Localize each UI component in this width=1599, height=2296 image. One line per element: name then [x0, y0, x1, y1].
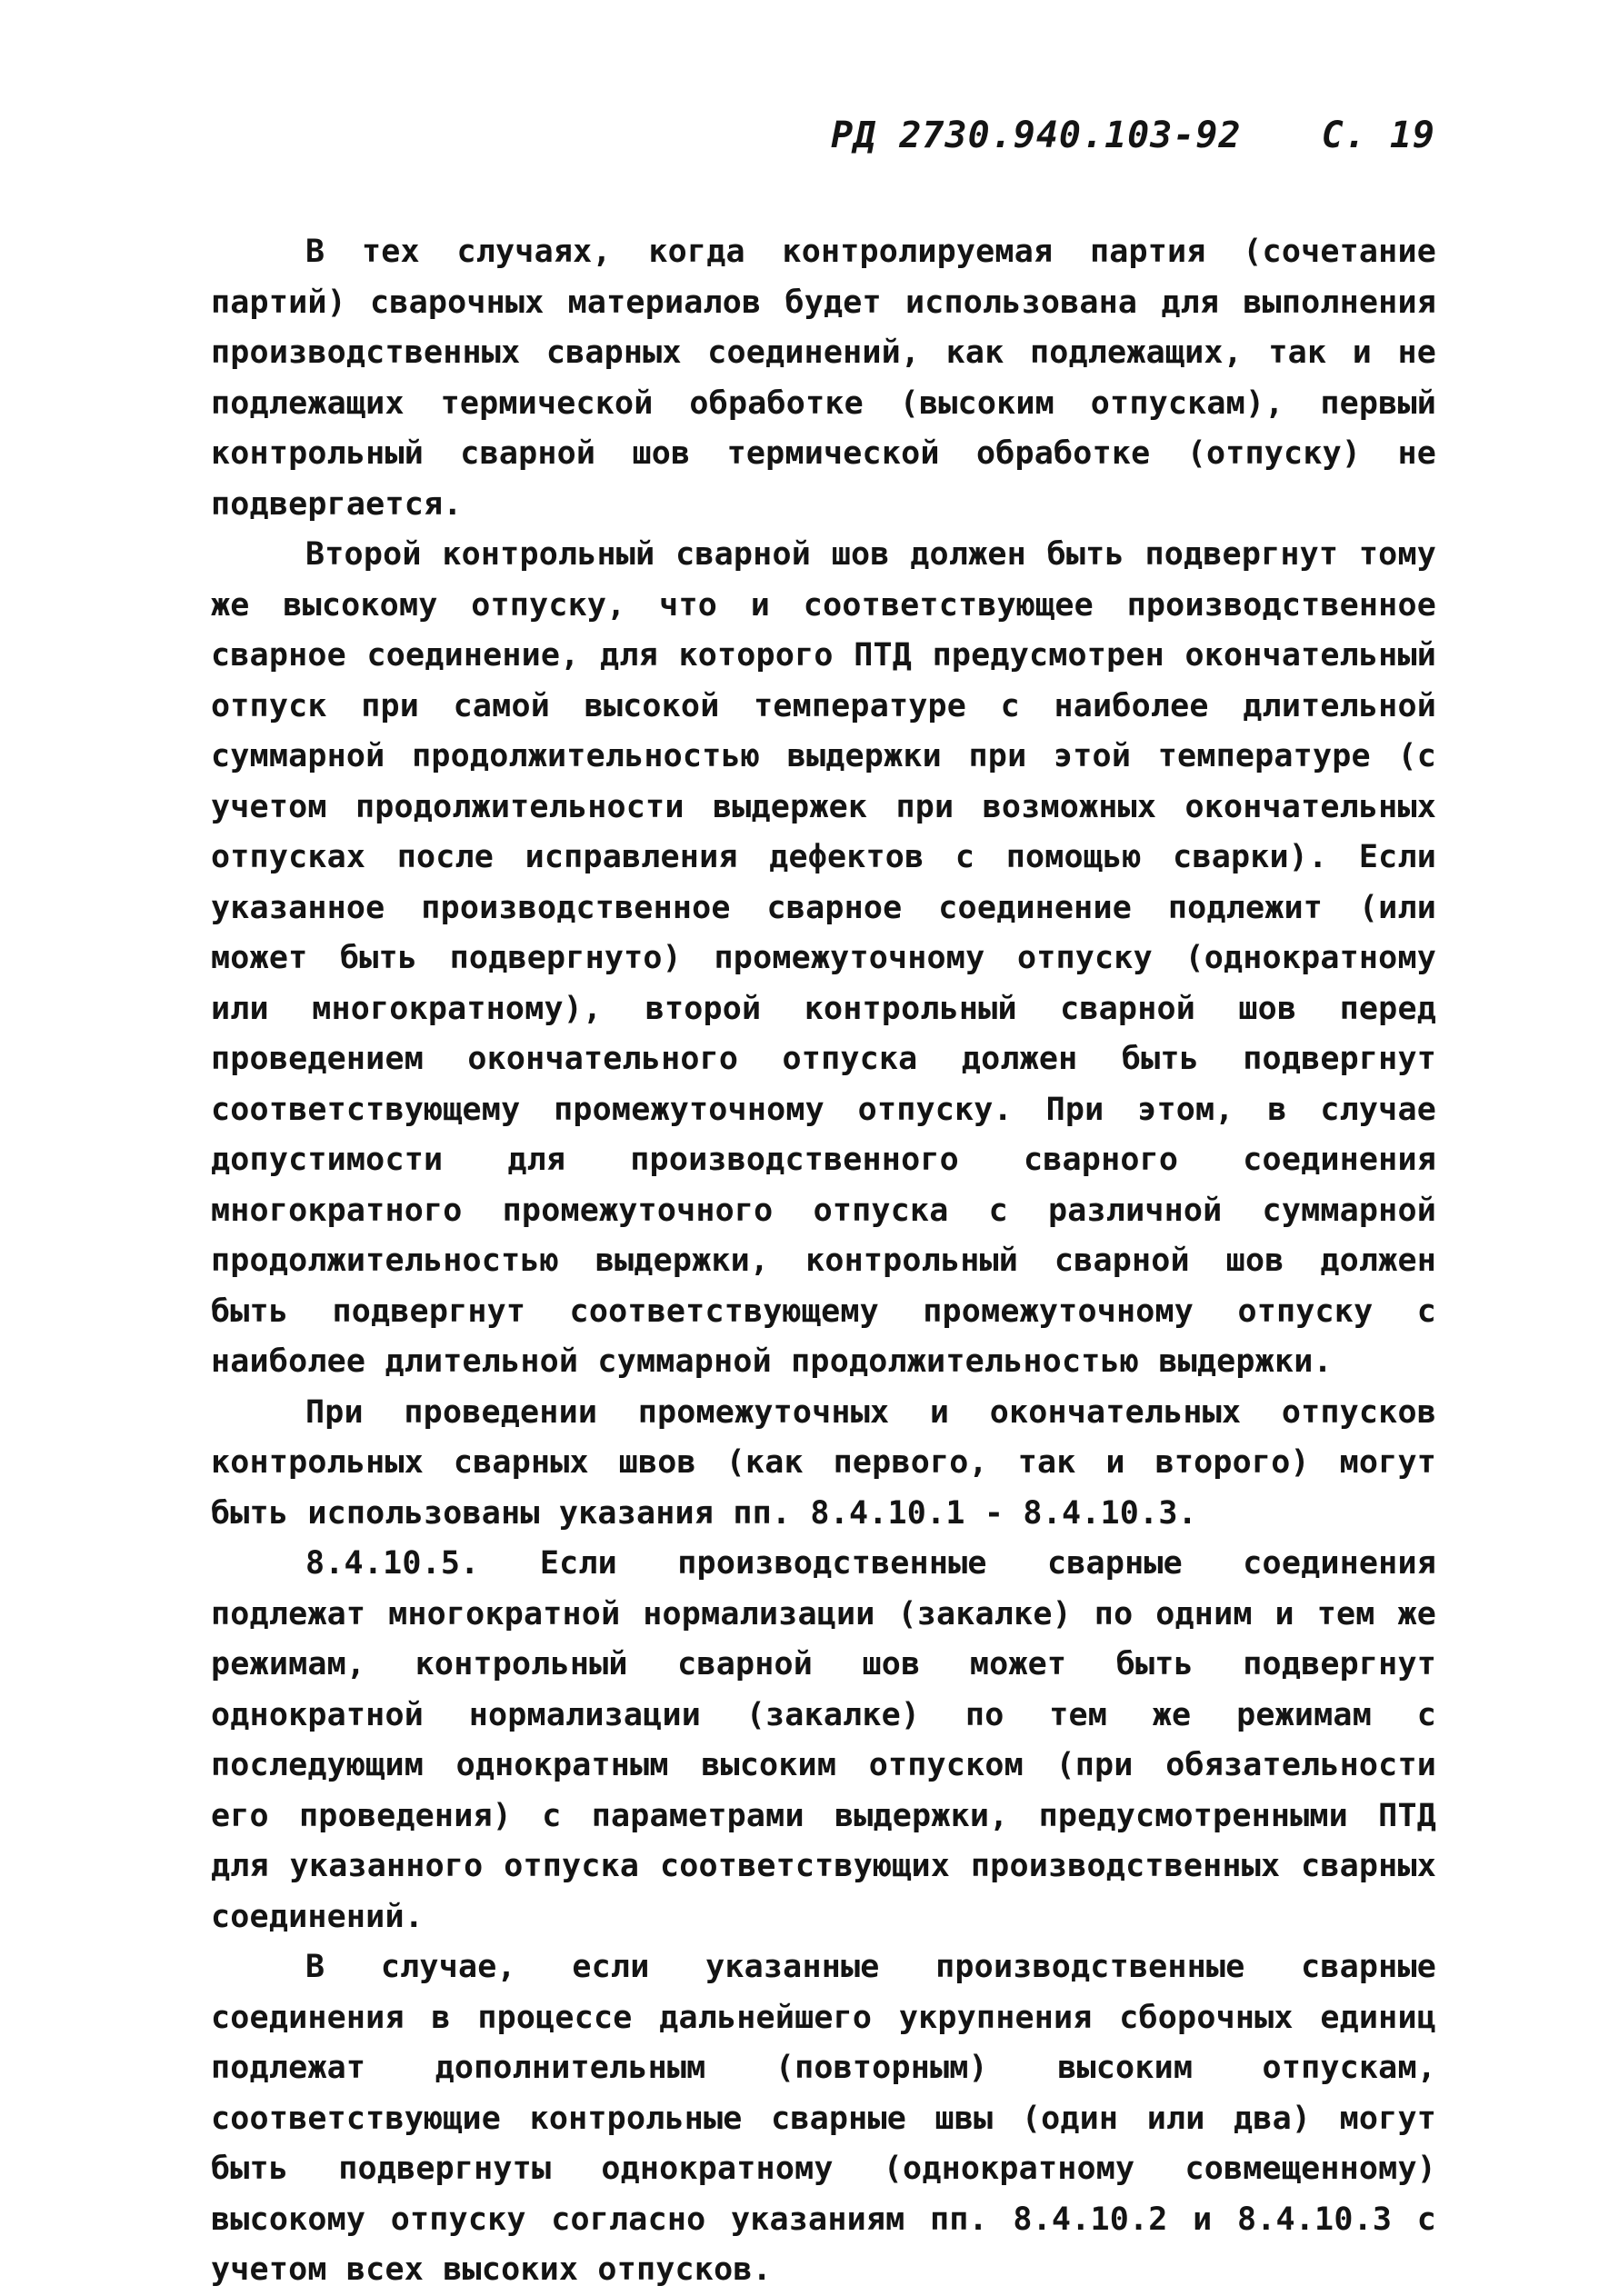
paragraph: Второй контрольный сварной шов должен быть подвергнут тому же высокому отпуску, что и соответствующее производственное сварное соединение, для которого ПТД предусмотрен окончательный отпуск при самой высокой температуре с наиболее длительной суммарной продолжительностью выдержки при этой температуре (с учетом продолжительности выдержек при возможных окончательных отпусках после исправления дефектов с помощью сварки). Если указанное производственное сварное соединение подлежит (или может быть подвергнуто) промежуточному отпуску (однократному или многократному), второй контрольный сварной шов перед проведением окончательного отпуска должен быть подвергнут соответствующему промежуточному отпуску. При этом, в случае допустимости для производственного сварного соединения многократного промежуточного отпуска с различной суммарной продолжительностью выдержки, контрольный сварной шов должен быть подвергнут соответствующему промежуточному отпуску с наиболее длительной суммарной продолжительностью выдержки. [211, 536, 1436, 1380]
paragraph: В тех случаях, когда контролируемая партия (сочетание партий) сварочных материалов будет использована для выполнения производственных сварных соединений, как подлежащих, так и не подлежащих термической обработке (высоким отпускам), первый контрольный сварной шов термической обработке (отпуску) не подвергается. [211, 234, 1436, 523]
document-number: РД 2730.940.103-92 [831, 115, 1242, 156]
page-number: С. 19 [1321, 115, 1435, 156]
page-header [831, 115, 1435, 156]
paragraph: 8.4.10.5. Если производственные сварные соединения подлежат многократной нормализации (закалке) по одним и тем же режимам, контрольный сварной шов может быть подвергнут однократной нормализации (закалке) по тем же режимам с последующим однократным высоким отпуском (при обязательности его проведения) с параметрами выдержки, предусмотренными ПТД для указанного отпуска соответствующих производственных сварных соединений. [211, 1545, 1436, 1935]
document-body [211, 227, 1436, 2296]
paragraph: При проведении промежуточных и окончательных отпусков контрольных сварных швов (как первого, так и второго) могут быть использованы указания пп. 8.4.10.1 - 8.4.10.3. [211, 1393, 1436, 1532]
paragraph: В случае, если указанные производственные сварные соединения в процессе дальнейшего укрупнения сборочных единиц подлежат дополнительным (повторным) высоким отпускам, соответствующие контрольные сварные швы (один или два) могут быть подвергнуты однократному (однократному совмещенному) высокому отпуску согласно указаниям пп. 8.4.10.2 и 8.4.10.3 с учетом всех высоких отпусков. [211, 1949, 1436, 2288]
